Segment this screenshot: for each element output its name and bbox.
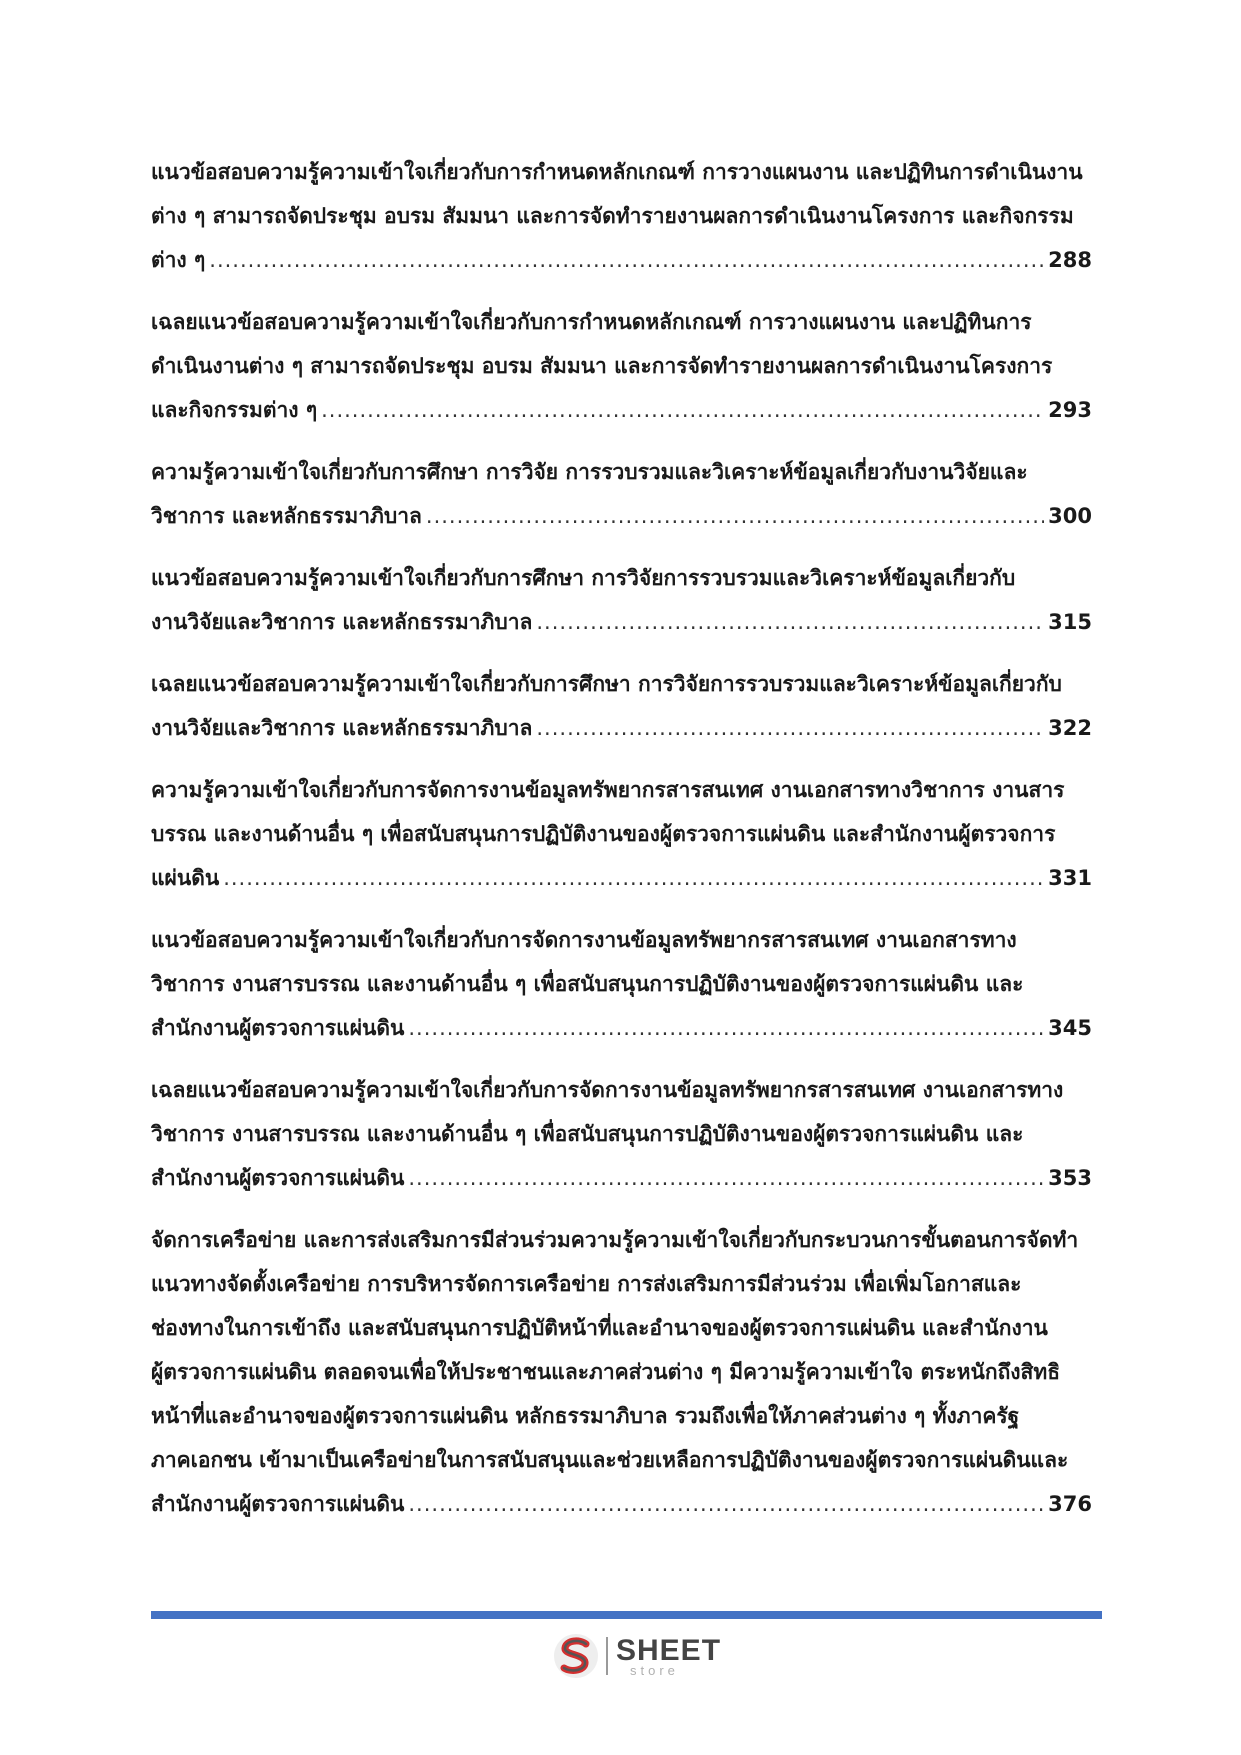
toc-entry-text-line: วิชาการ งานสารบรรณ และงานด้านอื่น ๆ เพื่อสนับสนุนการปฏิบัติงานของผู้ตรวจการแผ่นดิน และ bbox=[151, 1122, 1024, 1146]
toc-entry-text-line: แนวข้อสอบความรู้ความเข้าใจเกี่ยวกับการจัดการงานข้อมูลทรัพยากรสารสนเทศ งานเอกสารทาง bbox=[151, 928, 1017, 952]
toc-entry-text-line: เฉลยแนวข้อสอบความรู้ความเข้าใจเกี่ยวกับการกำหนดหลักเกณฑ์ การวางแผนงาน และปฏิทินการ bbox=[151, 310, 1032, 334]
toc-page-number[interactable]: 315 bbox=[1048, 610, 1092, 634]
toc-entry-final-line bbox=[151, 388, 1092, 432]
toc-entry-text-line: ดำเนินงานต่าง ๆ สามารถจัดประชุม อบรม สัมมนา และการจัดทำรายงานผลการดำเนินงานโครงการ bbox=[151, 354, 1053, 378]
toc-entry-text-line: จัดการเครือข่าย และการส่งเสริมการมีส่วนร่วมความรู้ความเข้าใจเกี่ยวกับกระบวนการขั้นตอนการจัดทำ bbox=[151, 1228, 1079, 1252]
toc-entry[interactable] bbox=[151, 1068, 1092, 1200]
toc-entry-final-line bbox=[151, 600, 1092, 644]
toc-entry-text-line: ต่าง ๆ สามารถจัดประชุม อบรม สัมมนา และการจัดทำรายงานผลการดำเนินงานโครงการ และกิจกรรม bbox=[151, 204, 1074, 228]
toc-entry-text-line: ภาคเอกชน เข้ามาเป็นเครือข่ายในการสนับสนุนและช่วยเหลือการปฏิบัติงานของผู้ตรวจการแผ่นดินและ bbox=[151, 1448, 1069, 1472]
toc-entry-text-line: ช่องทางในการเข้าถึง และสนับสนุนการปฏิบัติหน้าที่และอำนาจของผู้ตรวจการแผ่นดิน และสำนักงาน bbox=[151, 1316, 1048, 1340]
toc-entry[interactable] bbox=[151, 556, 1092, 644]
toc-entry-text-line: แนวข้อสอบความรู้ความเข้าใจเกี่ยวกับการศึกษา การวิจัยการรวบรวมและวิเคราะห์ข้อมูลเกี่ยวกับ bbox=[151, 566, 1016, 590]
toc-entry-text-line: และกิจกรรมต่าง ๆ bbox=[151, 398, 318, 422]
footer-logo bbox=[552, 1632, 721, 1680]
toc-entry-final-line bbox=[151, 856, 1092, 900]
sheet-store-s-logo-icon bbox=[552, 1632, 600, 1680]
logo-separator bbox=[606, 1637, 608, 1675]
toc-entry-text-line: บรรณ และงานด้านอื่น ๆ เพื่อสนับสนุนการปฏิบัติงานของผู้ตรวจการแผ่นดิน และสำนักงานผู้ตรวจการ bbox=[151, 822, 1056, 846]
toc-entry-text-line: สำนักงานผู้ตรวจการแผ่นดิน bbox=[151, 1166, 405, 1190]
toc-entry[interactable] bbox=[151, 300, 1092, 432]
toc-entry-final-line bbox=[151, 1156, 1092, 1200]
toc-entry-final-line bbox=[151, 706, 1092, 750]
toc-entry-text-line: ผู้ตรวจการแผ่นดิน ตลอดจนเพื่อให้ประชาชนและภาคส่วนต่าง ๆ มีความรู้ความเข้าใจ ตระหนักถึงสิทธิ bbox=[151, 1360, 1061, 1384]
toc-entry-text-line: สำนักงานผู้ตรวจการแผ่นดิน bbox=[151, 1016, 405, 1040]
toc-entry-text-line: งานวิจัยและวิชาการ และหลักธรรมาภิบาล bbox=[151, 716, 533, 740]
toc-entry-text-line: เฉลยแนวข้อสอบความรู้ความเข้าใจเกี่ยวกับการศึกษา การวิจัยการรวบรวมและวิเคราะห์ข้อมูลเกี่ยวกับ bbox=[151, 672, 1062, 696]
toc-page-number[interactable]: 300 bbox=[1048, 504, 1092, 528]
toc-entry[interactable] bbox=[151, 1218, 1092, 1526]
table-of-contents bbox=[151, 150, 1092, 1544]
toc-entry-text-line: สำนักงานผู้ตรวจการแผ่นดิน bbox=[151, 1492, 405, 1516]
toc-page-number[interactable]: 293 bbox=[1048, 398, 1092, 422]
toc-entry-final-line bbox=[151, 238, 1092, 282]
toc-entry-text-line: ความรู้ความเข้าใจเกี่ยวกับการจัดการงานข้อมูลทรัพยากรสารสนเทศ งานเอกสารทางวิชาการ งานสาร bbox=[151, 778, 1065, 802]
toc-entry-text-line: งานวิจัยและวิชาการ และหลักธรรมาภิบาล bbox=[151, 610, 533, 634]
footer-divider bbox=[151, 1611, 1102, 1619]
toc-entry-text-line: ความรู้ความเข้าใจเกี่ยวกับการศึกษา การวิจัย การรวบรวมและวิเคราะห์ข้อมูลเกี่ยวกับงานวิจัยและ bbox=[151, 460, 1028, 484]
dot-leader bbox=[408, 1006, 1044, 1050]
toc-entry-text-line: ต่าง ๆ bbox=[151, 248, 206, 272]
toc-entry-text-line: เฉลยแนวข้อสอบความรู้ความเข้าใจเกี่ยวกับการจัดการงานข้อมูลทรัพยากรสารสนเทศ งานเอกสารทาง bbox=[151, 1078, 1064, 1102]
toc-entry[interactable] bbox=[151, 768, 1092, 900]
toc-entry-text-line: แนวข้อสอบความรู้ความเข้าใจเกี่ยวกับการกำหนดหลักเกณฑ์ การวางแผนงาน และปฏิทินการดำเนินงาน bbox=[151, 160, 1083, 184]
dot-leader bbox=[209, 238, 1044, 282]
toc-entry[interactable] bbox=[151, 662, 1092, 750]
toc-page-number[interactable]: 345 bbox=[1048, 1016, 1092, 1040]
toc-entry-text-line: แนวทางจัดตั้งเครือข่าย การบริหารจัดการเครือข่าย การส่งเสริมการมีส่วนร่วม เพื่อเพิ่มโอกาสและ bbox=[151, 1272, 1022, 1296]
logo-word: SHEET bbox=[616, 1633, 722, 1667]
toc-page-number[interactable]: 353 bbox=[1048, 1166, 1092, 1190]
dot-leader bbox=[408, 1156, 1044, 1200]
toc-entry[interactable] bbox=[151, 918, 1092, 1050]
dot-leader bbox=[223, 856, 1044, 900]
dot-leader bbox=[536, 600, 1044, 644]
dot-leader bbox=[426, 494, 1044, 538]
dot-leader bbox=[408, 1482, 1044, 1526]
dot-leader bbox=[321, 388, 1044, 432]
toc-entry-final-line bbox=[151, 494, 1092, 538]
toc-entry-text-line: วิชาการ และหลักธรรมาภิบาล bbox=[151, 504, 422, 528]
toc-page-number[interactable]: 331 bbox=[1048, 866, 1092, 890]
toc-entry[interactable] bbox=[151, 150, 1092, 282]
toc-entry-text-line: แผ่นดิน bbox=[151, 866, 220, 890]
toc-entry-final-line bbox=[151, 1482, 1092, 1526]
toc-entry-final-line bbox=[151, 1006, 1092, 1050]
logo-wordmark bbox=[616, 1633, 722, 1678]
toc-page-number[interactable]: 288 bbox=[1048, 248, 1092, 272]
dot-leader bbox=[536, 706, 1044, 750]
logo-subword: store bbox=[630, 1662, 679, 1678]
toc-entry[interactable] bbox=[151, 450, 1092, 538]
toc-page-number[interactable]: 322 bbox=[1048, 716, 1092, 740]
toc-entry-text-line: วิชาการ งานสารบรรณ และงานด้านอื่น ๆ เพื่อสนับสนุนการปฏิบัติงานของผู้ตรวจการแผ่นดิน และ bbox=[151, 972, 1024, 996]
toc-entry-text-line: หน้าที่และอำนาจของผู้ตรวจการแผ่นดิน หลักธรรมาภิบาล รวมถึงเพื่อให้ภาคส่วนต่าง ๆ ทั้งภาครัฐ bbox=[151, 1404, 1020, 1428]
toc-page-number[interactable]: 376 bbox=[1048, 1492, 1092, 1516]
